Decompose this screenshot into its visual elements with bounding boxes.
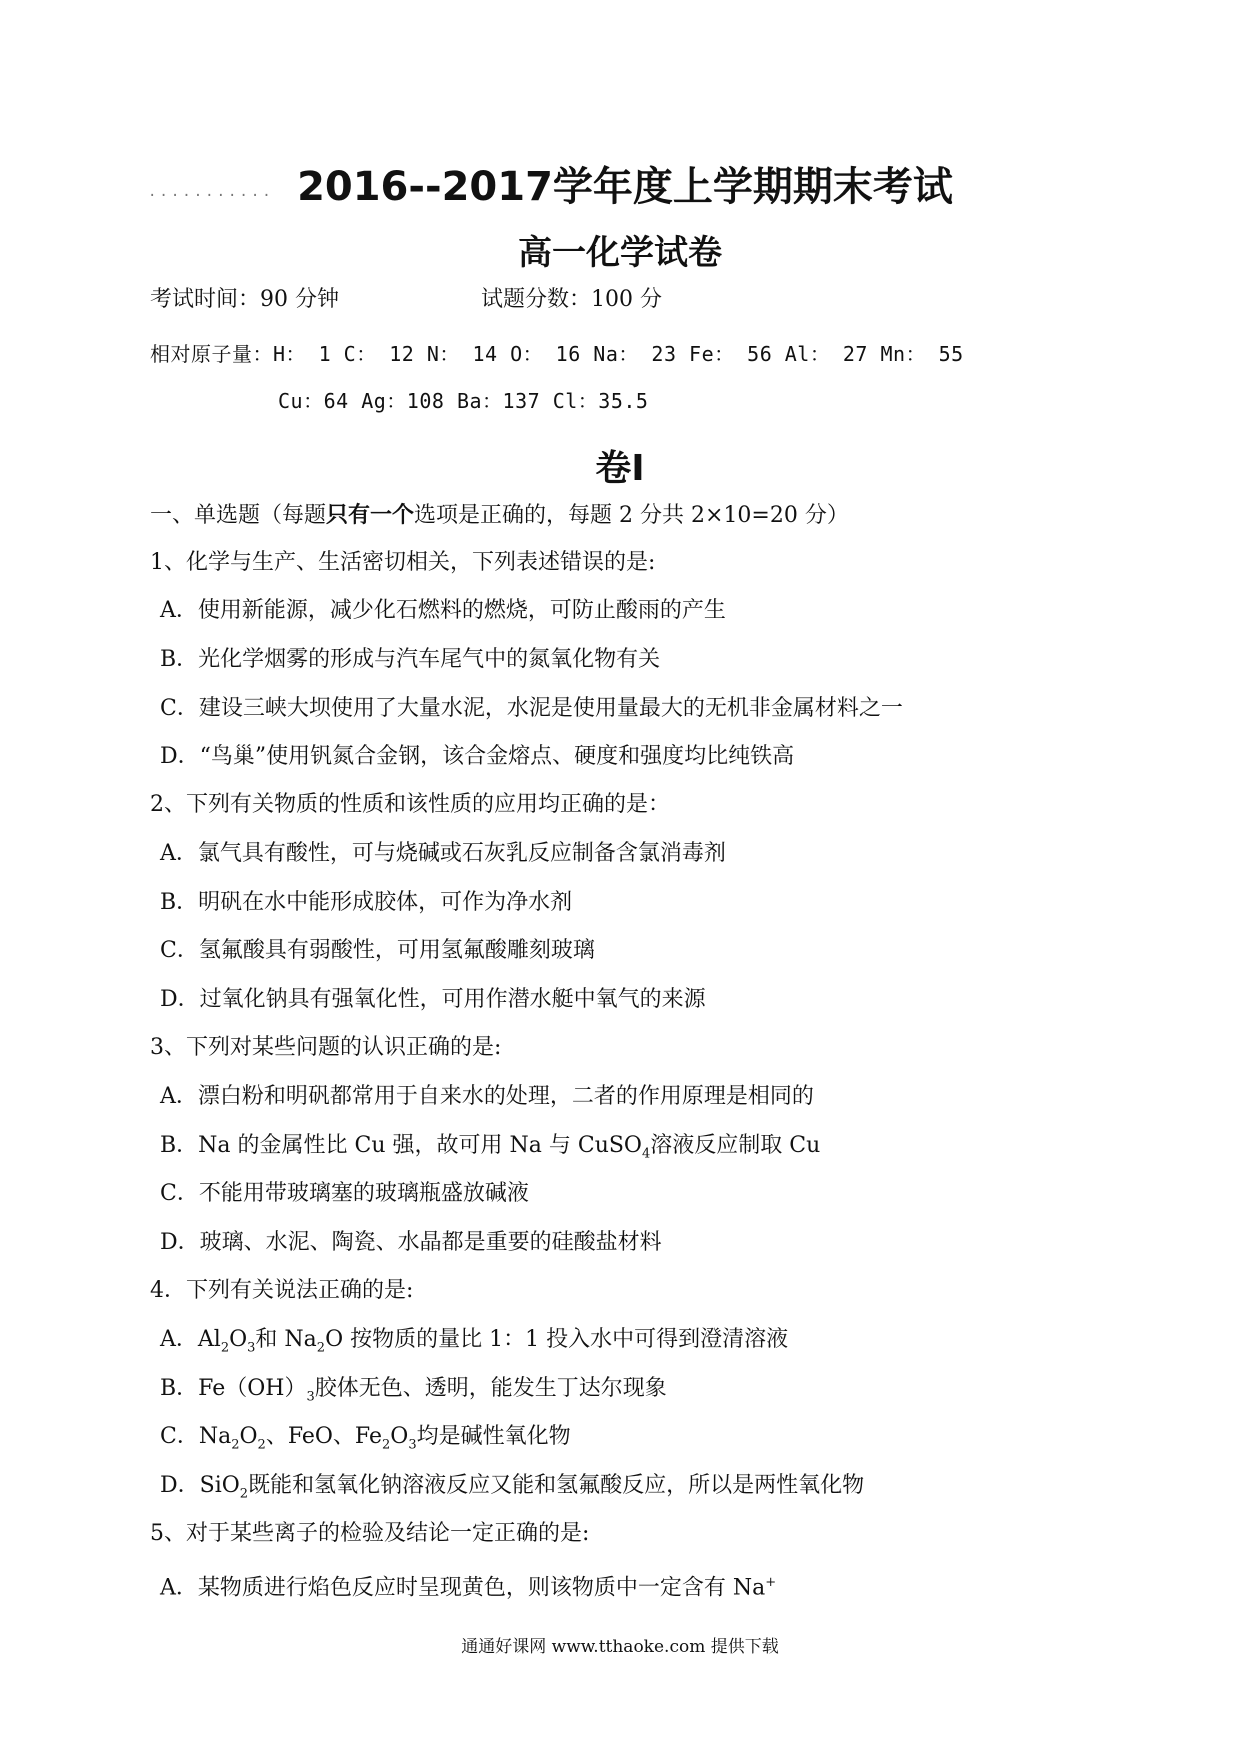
option-d: D．过氧化钠具有强氧化性，可用作潜水艇中氧气的来源 [160,987,706,1012]
question-stem: 1、化学与生产、生活密切相关，下列表述错误的是: [150,550,656,575]
option-b: B．Na 的金属性比 Cu 强，故可用 Na 与 CuSO$_4$溶液反应制取 Cu [160,1133,821,1162]
question-stem: 5、对于某些离子的检验及结论一定正确的是: [150,1521,590,1546]
question-stem: 4．下列有关说法正确的是: [150,1278,414,1303]
option-a: A．使用新能源，减少化石燃料的燃烧，可防止酸雨的产生 [160,598,726,623]
exam-score: 试题分数：100 分 [481,287,662,312]
footer-source: 通通好课网 www.tthaoke.com 提供下载 [461,1637,779,1657]
question-stem: 3、下列对某些问题的认识正确的是: [150,1035,502,1060]
option-c: C．氢氟酸具有弱酸性，可用氢氟酸雕刻玻璃 [160,938,595,963]
option-a: A．某物质进行焰色反应时呈现黄色，则该物质中一定含有 Na+ [160,1575,777,1601]
option-d: D．“鸟巢”使用钒氮合金钢，该合金熔点、硬度和强度均比纯铁高 [160,744,795,769]
exam-subtitle: 高一化学试卷 [518,233,722,273]
atomic-mass-line-1: 相对原子量：H： 1 C： 12 N： 14 O： 16 Na： 23 Fe： 56 Al： 27 Mn： 55 [150,342,964,366]
option-a: A．氯气具有酸性，可与烧碱或石灰乳反应制备含氯消毒剂 [160,841,726,866]
option-c: C．不能用带玻璃塞的玻璃瓶盛放碱液 [160,1181,529,1206]
option-d: D．玻璃、水泥、陶瓷、水晶都是重要的硅酸盐材料 [160,1230,662,1255]
instructions: 一、单选题（每题只有一个选项是正确的，每题 2 分共 2×10=20 分） [150,502,849,528]
option-c: C．$Na_2O_2$、FeO、$Fe_2O_3$均是碱性氧化物 [160,1424,571,1453]
option-d: D．SiO$_2$既能和氢氧化钠溶液反应又能和氢氟酸反应，所以是两性氧化物 [160,1473,865,1502]
exam-info-line [150,285,662,315]
option-a: A．$Al_2O_3$和 $Na_2O$ 按物质的量比 1：1 投入水中可得到澄清溶液 [160,1327,789,1356]
option-a: A．漂白粉和明矾都常用于自来水的处理，二者的作用原理是相同的 [160,1084,814,1109]
option-b: B．明矾在水中能形成胶体，可作为净水剂 [160,890,573,915]
exam-time: 考试时间：90 分钟 [150,287,339,312]
leader-dots: ........... [148,184,274,200]
section-title: 卷Ⅰ [595,448,645,489]
instructions-emphasis: 只有一个 [326,502,415,528]
question-stem: 2、下列有关物质的性质和该性质的应用均正确的是： [150,792,670,817]
exam-title: 2016--2017学年度上学期期末考试 [297,164,953,210]
option-c: C．建设三峡大坝使用了大量水泥，水泥是使用量最大的无机非金属材料之一 [160,696,903,721]
option-b: B．$Fe(OH)_3$胶体无色、透明，能发生丁达尔现象 [160,1376,667,1405]
atomic-mass-line-2: Cu：64 Ag：108 Ba：137 Cl：35.5 [278,389,649,413]
option-b: B．光化学烟雾的形成与汽车尾气中的氮氧化物有关 [160,647,661,672]
